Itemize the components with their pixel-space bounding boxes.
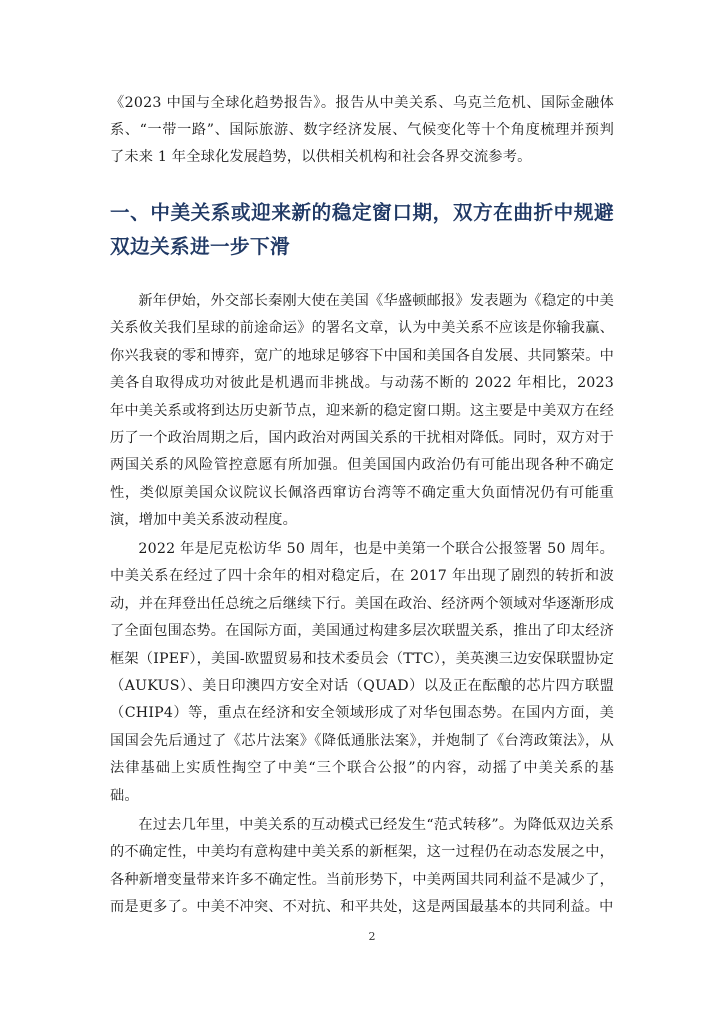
body-paragraph: 在过去几年里，中美关系的互动模式已经发生“范式转移”。为降低双边关系的不确定性，中美均有意构建中美关系的新框架，这一过程仍在动态发展之中，各种新增变量带来许多不确定性。当前形势下，中美两国共同利益不是减少了，而是更多了。中美不冲突、不对抗、和平共处，这是两国最基本的共同利益。中 (110, 817, 614, 916)
section-heading: 一、中美关系或迎来新的稳定窗口期，双方在曲折中规避双边关系进一步下滑 (110, 201, 614, 258)
body-paragraph: 新年伊始，外交部长秦刚大使在美国《华盛顿邮报》发表题为《稳定的中美关系攸关我们星球的前途命运》的署名文章，认为中美关系不应该是你输我赢、你兴我衰的零和博弈，宽广的地球足够容下中国和美国各自发展、共同繁荣。中美各自取得成功对彼此是机遇而非挑战。与动荡不断的 2022 年相比，2023 年中美关系或将到达历史新节点，迎来新的稳定窗口期。这主要是中美双方在经历了一个政治周期之后，国内政治对两国关系的干扰相对降低。同时，双方对于两国关系的风险管控意愿有所加强。但美国国内政治仍有可能出现各种不确定性，类似原美国众议院议长佩洛西窜访台湾等不确定重大负面情况仍有可能重演，增加中美关系波动程度。 (110, 293, 614, 529)
page-number: 2 (368, 930, 376, 943)
intro-paragraph: 《2023 中国与全球化趋势报告》。报告从中美关系、乌克兰危机、国际金融体系、“一带一路”、国际旅游、数字经济发展、气候变化等十个角度梳理并预判了未来 1 年全球化发展趋势，以供相关机构和社会各界交流参考。 (110, 95, 614, 165)
body-paragraph: 2022 年是尼克松访华 50 周年，也是中美第一个联合公报签署 50 周年。中美关系在经过了四十余年的相对稳定后，在 2017 年出现了剧烈的转折和波动，并在拜登出任总统之后继续下行。美国在政治、经济两个领域对华逐渐形成了全面包围态势。在国际方面，美国通过构建多层次联盟关系，推出了印太经济框架（IPEF），美国-欧盟贸易和技术委员会（TTC），美英澳三边安保联盟协定（AUKUS）、美日印澳四方安全对话（QUAD）以及正在酝酿的芯片四方联盟（CHIP4）等，重点在经济和安全领域形成了对华包围态势。在国内方面，美国国会先后通过了《芯片法案》《降低通胀法案》，并炮制了《台湾政策法》，从法律基础上实质性掏空了中美“三个联合公报”的内容，动摇了中美关系的基础。 (110, 541, 614, 804)
